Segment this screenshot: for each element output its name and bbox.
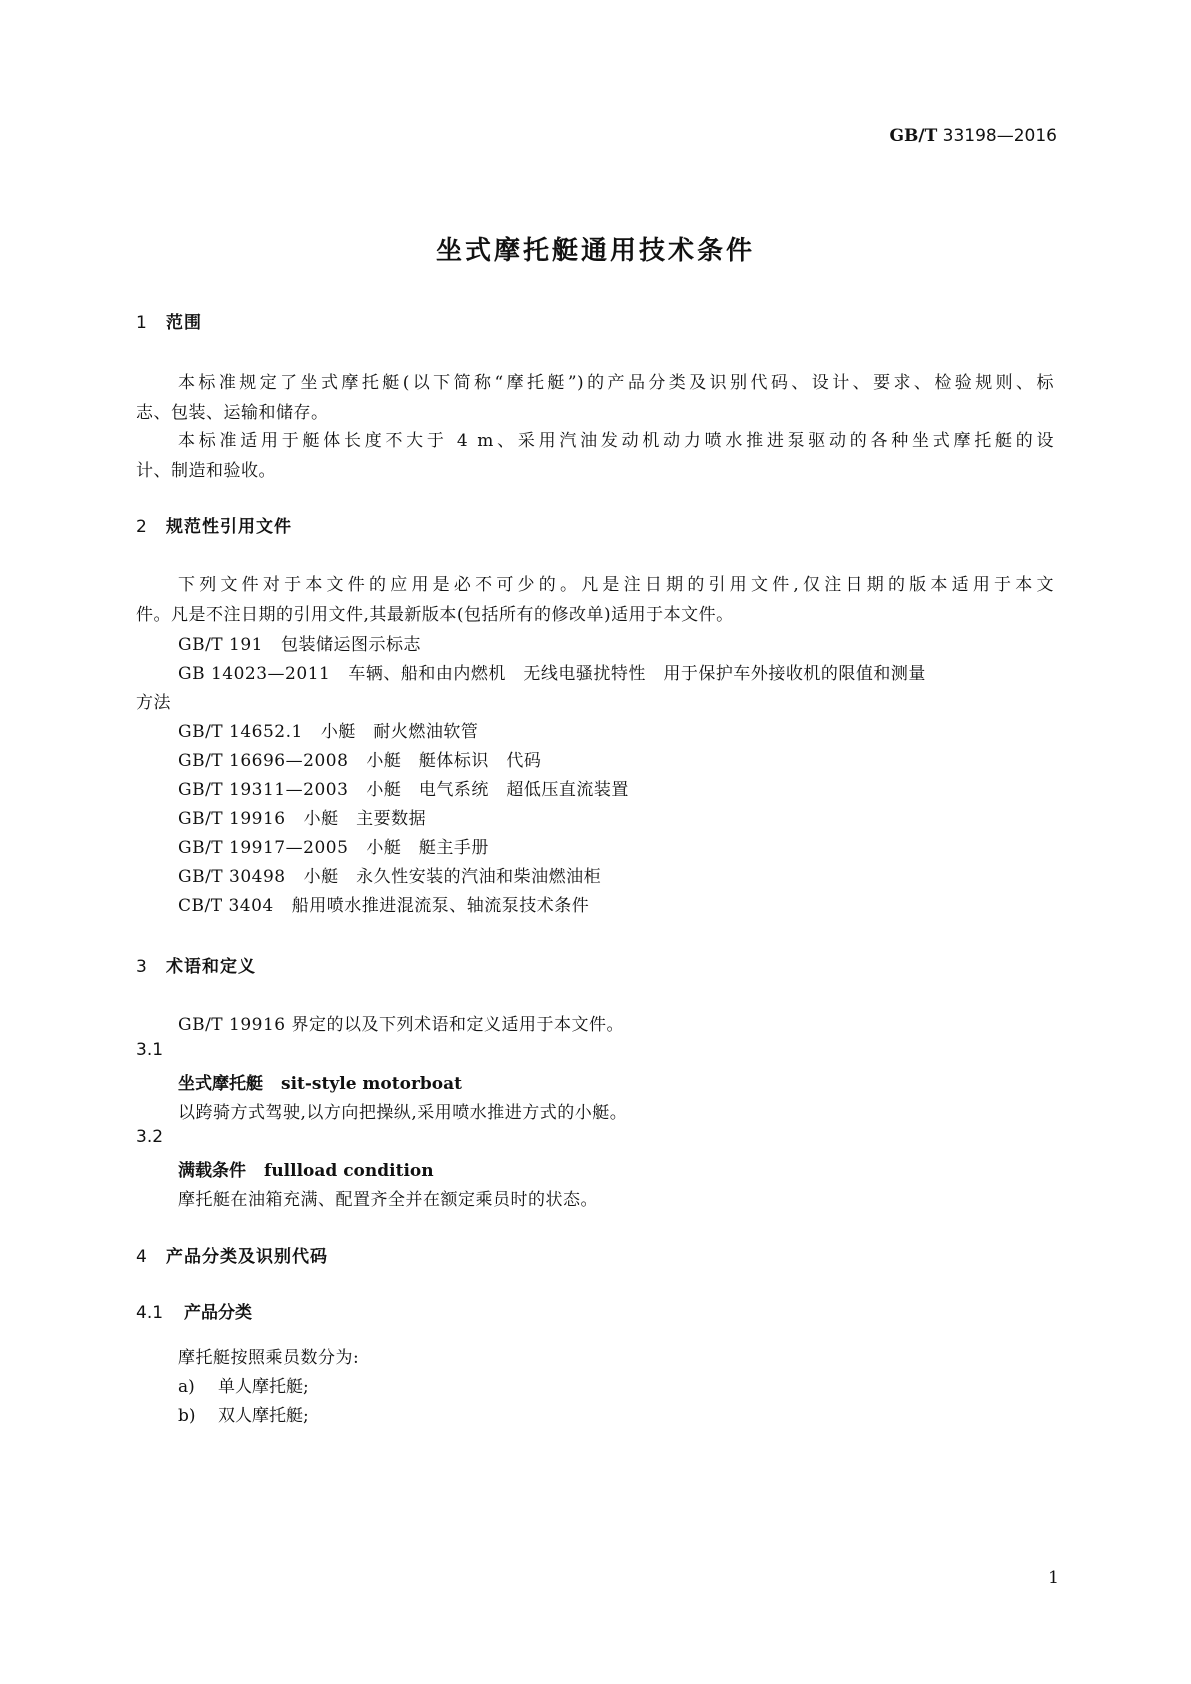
reference-item [178,659,944,684]
document-title: 坐式摩托艇通用技术条件 [435,236,755,266]
term-english: fullload condition [264,1161,434,1181]
section-number: 1 [136,313,148,333]
reference-code: GB/T 30498 [178,867,286,887]
reference-title: 小艇 永久性安装的汽油和柴油燃油柜 [303,867,602,887]
reference-item [178,717,496,742]
term-definition: 摩托艇在油箱充满、配置齐全并在额定乘员时的状态。 [178,1190,598,1210]
list-item [178,1372,309,1397]
page-number: 1 [1048,1568,1059,1588]
section-title: 范围 [166,313,202,333]
sec1-paragraph-2-line-1: 本标准适用于艇体长度不大于 4 m、采用汽油发动机动力喷水推进泵驱动的各种坐式摩托艇的设 [178,431,1054,451]
reference-code: GB/T 19917—2005 [178,838,349,858]
reference-code: GB/T 19311—2003 [178,780,349,800]
sec2-paragraph-line-2: 件。凡是不注日期的引用文件,其最新版本(包括所有的修改单)适用于本文件。 [136,605,734,625]
section-number: 2 [136,517,148,537]
sec1-paragraph-1-line-2: 志、包装、运输和储存。 [136,403,329,423]
term-number: 3.1 [136,1040,164,1060]
subsection-4-1-heading [136,1298,252,1323]
section-4-heading [136,1242,328,1267]
term-english: sit-style motorboat [281,1074,462,1094]
reference-item [178,833,507,858]
subsection-intro: 摩托艇按照乘员数分为: [178,1348,360,1368]
reference-code: GB/T 191 [178,635,263,655]
term-definition: 以跨骑方式驾驶,以方向把操纵,采用喷水推进方式的小艇。 [178,1103,628,1123]
section-title: 规范性引用文件 [166,517,292,537]
reference-code: GB/T 14652.1 [178,722,303,742]
term-number: 3.2 [136,1127,164,1147]
reference-item [178,630,439,655]
standard-code-number: 33198—2016 [942,126,1057,146]
reference-item [178,775,647,800]
section-title: 术语和定义 [166,957,256,977]
reference-title: 船用喷水推进混流泵、轴流泵技术条件 [291,896,590,916]
term-chinese: 满载条件 [178,1161,246,1181]
reference-item [178,804,444,829]
standard-code [890,126,1058,146]
sec1-paragraph-2-line-2: 计、制造和验收。 [136,461,276,481]
reference-title: 小艇 主要数据 [303,809,427,829]
sec2-paragraph-line-1: 下列文件对于本文件的应用是必不可少的。凡是注日期的引用文件,仅注日期的版本适用于本文 [178,575,1054,595]
reference-code: GB 14023—2011 [178,664,331,684]
reference-title: 小艇 耐火燃油软管 [320,722,479,742]
section-number: 3 [136,957,148,977]
term-heading [178,1156,434,1181]
section-title: 产品分类及识别代码 [166,1247,328,1267]
section-3-heading [136,952,256,977]
reference-title: 车辆、船和由内燃机 无线电骚扰特性 用于保护车外接收机的限值和测量 [348,664,926,684]
reference-item [178,891,607,916]
subsection-title: 产品分类 [184,1303,252,1323]
sec3-intro: GB/T 19916 界定的以及下列术语和定义适用于本文件。 [178,1015,625,1035]
standard-code-prefix: GB/T [889,126,938,146]
reference-continuation: 方法 [136,693,171,713]
reference-code: GB/T 16696—2008 [178,751,349,771]
reference-title: 小艇 电气系统 超低压直流装置 [366,780,629,800]
subsection-number: 4.1 [136,1303,164,1323]
term-heading [178,1069,462,1094]
section-number: 4 [136,1247,148,1267]
list-text: 双人摩托艇; [218,1406,309,1426]
list-marker: b) [178,1406,196,1426]
reference-title: 包装储运图示标志 [281,635,421,655]
list-text: 单人摩托艇; [218,1377,309,1397]
reference-item [178,862,619,887]
reference-code: GB/T 19916 [178,809,286,829]
section-1-heading [136,308,202,333]
list-item [178,1401,309,1426]
term-chinese: 坐式摩托艇 [178,1074,263,1094]
section-2-heading [136,512,292,537]
reference-title: 小艇 艇主手册 [366,838,489,858]
reference-item [178,746,559,771]
reference-title: 小艇 艇体标识 代码 [366,751,542,771]
list-marker: a) [178,1377,195,1397]
reference-code: CB/T 3404 [178,896,274,916]
sec1-paragraph-1-line-1: 本标准规定了坐式摩托艇(以下简称“摩托艇”)的产品分类及识别代码、设计、要求、检验规则、标 [178,373,1054,393]
